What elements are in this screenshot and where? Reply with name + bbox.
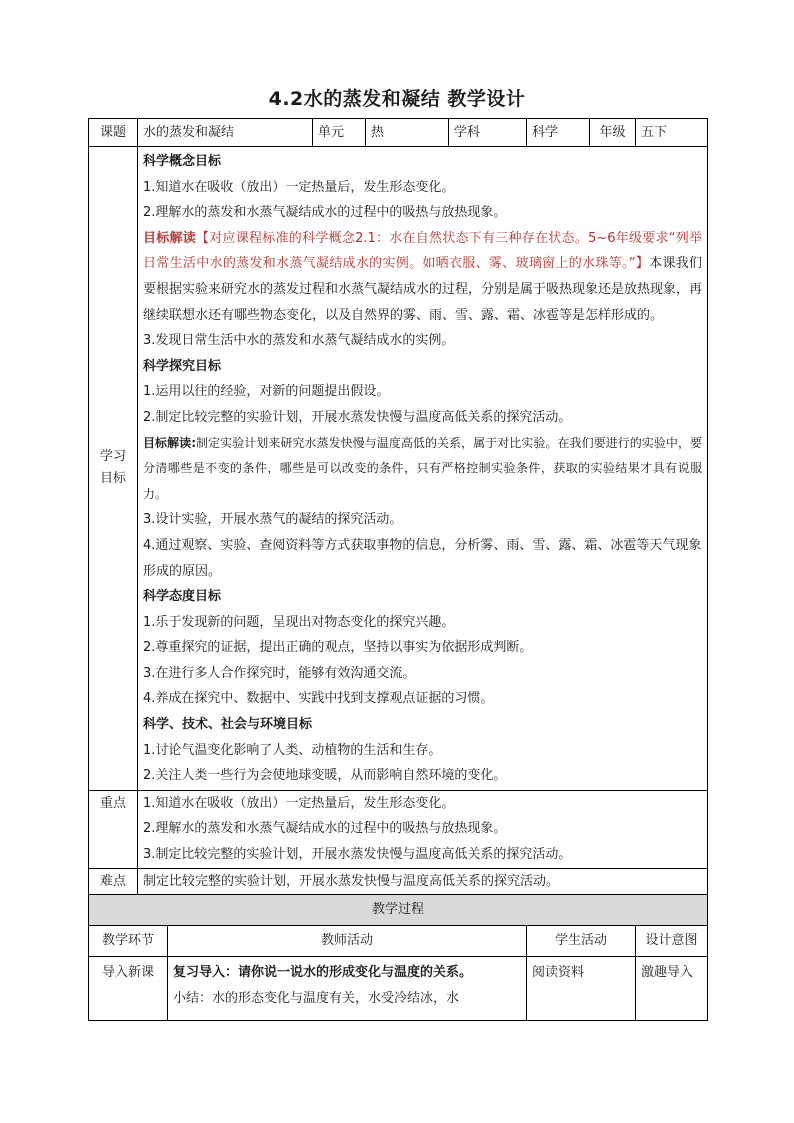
difficulty-label: 难点 <box>89 868 138 895</box>
learning-goals-row <box>89 147 708 791</box>
concept-interpretation <box>143 226 702 328</box>
teacher-activity-intro-summary: 小结：水的形态变化与温度有关，水受冷结冰，水 <box>173 990 460 1006</box>
goals-label-line2: 目标 <box>99 471 126 487</box>
attitude-goal-2: 2.尊重探究的证据，提出正确的观点，坚持以事实为依据形成判断。 <box>143 640 533 656</box>
inquiry-goal-2: 2.制定比较完整的实验计划，开展水蒸发快慢与温度高低关系的探究活动。 <box>143 409 572 425</box>
col-student-header: 学生活动 <box>527 926 636 957</box>
key-point-1: 1.知道水在吸收（放出）一定热量后，发生形态变化。 <box>143 795 455 811</box>
goals-content <box>138 147 708 791</box>
key-point-3: 3.制定比较完整的实验计划，开展水蒸发快慢与温度高低关系的探究活动。 <box>143 847 572 863</box>
unit-label: 单元 <box>313 119 366 147</box>
subject-value: 科学 <box>527 119 590 147</box>
goals-label-line1: 学习 <box>99 449 126 465</box>
attitude-goal-1: 1.乐于发现新的问题，呈现出对物态变化的探究兴趣。 <box>143 614 455 630</box>
unit-value: 热 <box>366 119 449 147</box>
process-header-row <box>89 926 708 957</box>
teacher-activity-intro <box>168 957 527 1021</box>
process-title: 教学过程 <box>89 895 708 926</box>
process-title-row <box>89 895 708 926</box>
grade-value: 五下 <box>636 119 708 147</box>
concept-interpretation-standard: 【对应课程标准的科学概念2.1：水在自然状态下有三种存在状态。5~6年级要求“列举日常生活中水的蒸发和水蒸气凝结成水的实例。如晒衣服、雾、玻璃窗上的水珠等。”】 <box>143 230 703 272</box>
inquiry-goal-heading: 科学探究目标 <box>143 358 222 374</box>
course-label: 课题 <box>89 119 138 147</box>
attitude-goal-4: 4.养成在探究中、数据中、实践中找到支撑观点证据的习惯。 <box>143 691 494 707</box>
concept-goal-1: 1.知道水在吸收（放出）一定热量后，发生形态变化。 <box>143 179 455 195</box>
attitude-goal-3: 3.在进行多人合作探究时，能够有效沟通交流。 <box>143 665 416 681</box>
process-row-intro <box>89 957 708 1021</box>
difficulty-content: 制定比较完整的实验计划，开展水蒸发快慢与温度高低关系的探究活动。 <box>138 868 708 895</box>
key-point-2: 2.理解水的蒸发和水蒸气凝结成水的过程中的吸热与放热现象。 <box>143 821 507 837</box>
header-row <box>89 119 708 147</box>
concept-goal-2: 2.理解水的蒸发和水蒸气凝结成水的过程中的吸热与放热现象。 <box>143 205 507 221</box>
col-intent-header: 设计意图 <box>636 926 708 957</box>
col-teacher-header: 教师活动 <box>168 926 527 957</box>
subject-label: 学科 <box>449 119 527 147</box>
inquiry-goal-4: 4.通过观察、实验、查阅资料等方式获取事物的信息，分析雾、雨、雪、露、霜、冰雹等天气现象形成的原因。 <box>143 537 702 579</box>
inquiry-interpretation <box>143 431 702 508</box>
col-stage-header: 教学环节 <box>89 926 168 957</box>
page-title: 4.2水的蒸发和凝结 教学设计 <box>268 88 526 110</box>
inquiry-interpretation-text: 制定实验计划来研究水蒸发快慢与温度高低的关系，属于对比实验。在我们要进行的实验中，要分清哪些是不变的条件，哪些是可以改变的条件，只有严格控制实验条件，获取的实验结果才具有说服力。 <box>143 435 703 501</box>
concept-goal-3: 3.发现日常生活中水的蒸发和水蒸气凝结成水的实例。 <box>143 333 455 349</box>
stse-goal-2: 2.关注人类一些行为会使地球变暖，从而影响自然环境的变化。 <box>143 768 507 784</box>
inquiry-goal-1: 1.运用以往的经验，对新的问题提出假设。 <box>143 384 390 400</box>
design-intent-intro: 激趣导入 <box>636 957 708 1021</box>
concept-interpretation-text: 本课我们要根据实验来研究水的蒸发过程和水蒸气凝结成水的过程，分别是属于吸热现象还是放热现象，再继续联想水还有哪些物态变化，以及自然界的雾、雨、雪、露、霜、冰雹等是怎样形成的。 <box>143 256 703 323</box>
stse-goal-heading: 科学、技术、社会与环境目标 <box>143 717 313 733</box>
goals-label <box>89 147 138 791</box>
grade-label: 年级 <box>590 119 636 147</box>
student-activity-intro: 阅读资料 <box>527 957 636 1021</box>
lesson-plan-table <box>88 118 708 1021</box>
key-points-content <box>138 790 708 868</box>
attitude-goal-heading: 科学态度目标 <box>143 589 222 605</box>
concept-interpretation-label: 目标解读 <box>143 230 197 246</box>
stage-intro: 导入新课 <box>89 957 168 1021</box>
inquiry-goal-3: 3.设计实验，开展水蒸气的凝结的探究活动。 <box>143 512 403 528</box>
inquiry-interpretation-label: 目标解读: <box>143 435 196 450</box>
concept-goal-heading: 科学概念目标 <box>143 154 222 169</box>
key-points-label: 重点 <box>89 790 138 868</box>
course-value: 水的蒸发和凝结 <box>138 119 313 147</box>
stse-goal-1: 1.讨论气温变化影响了人类、动植物的生活和生存。 <box>143 742 442 758</box>
difficulty-row <box>89 868 708 895</box>
teacher-activity-intro-review: 复习导入：请你说一说水的形成变化与温度的关系。 <box>173 965 473 981</box>
key-points-row <box>89 790 708 868</box>
